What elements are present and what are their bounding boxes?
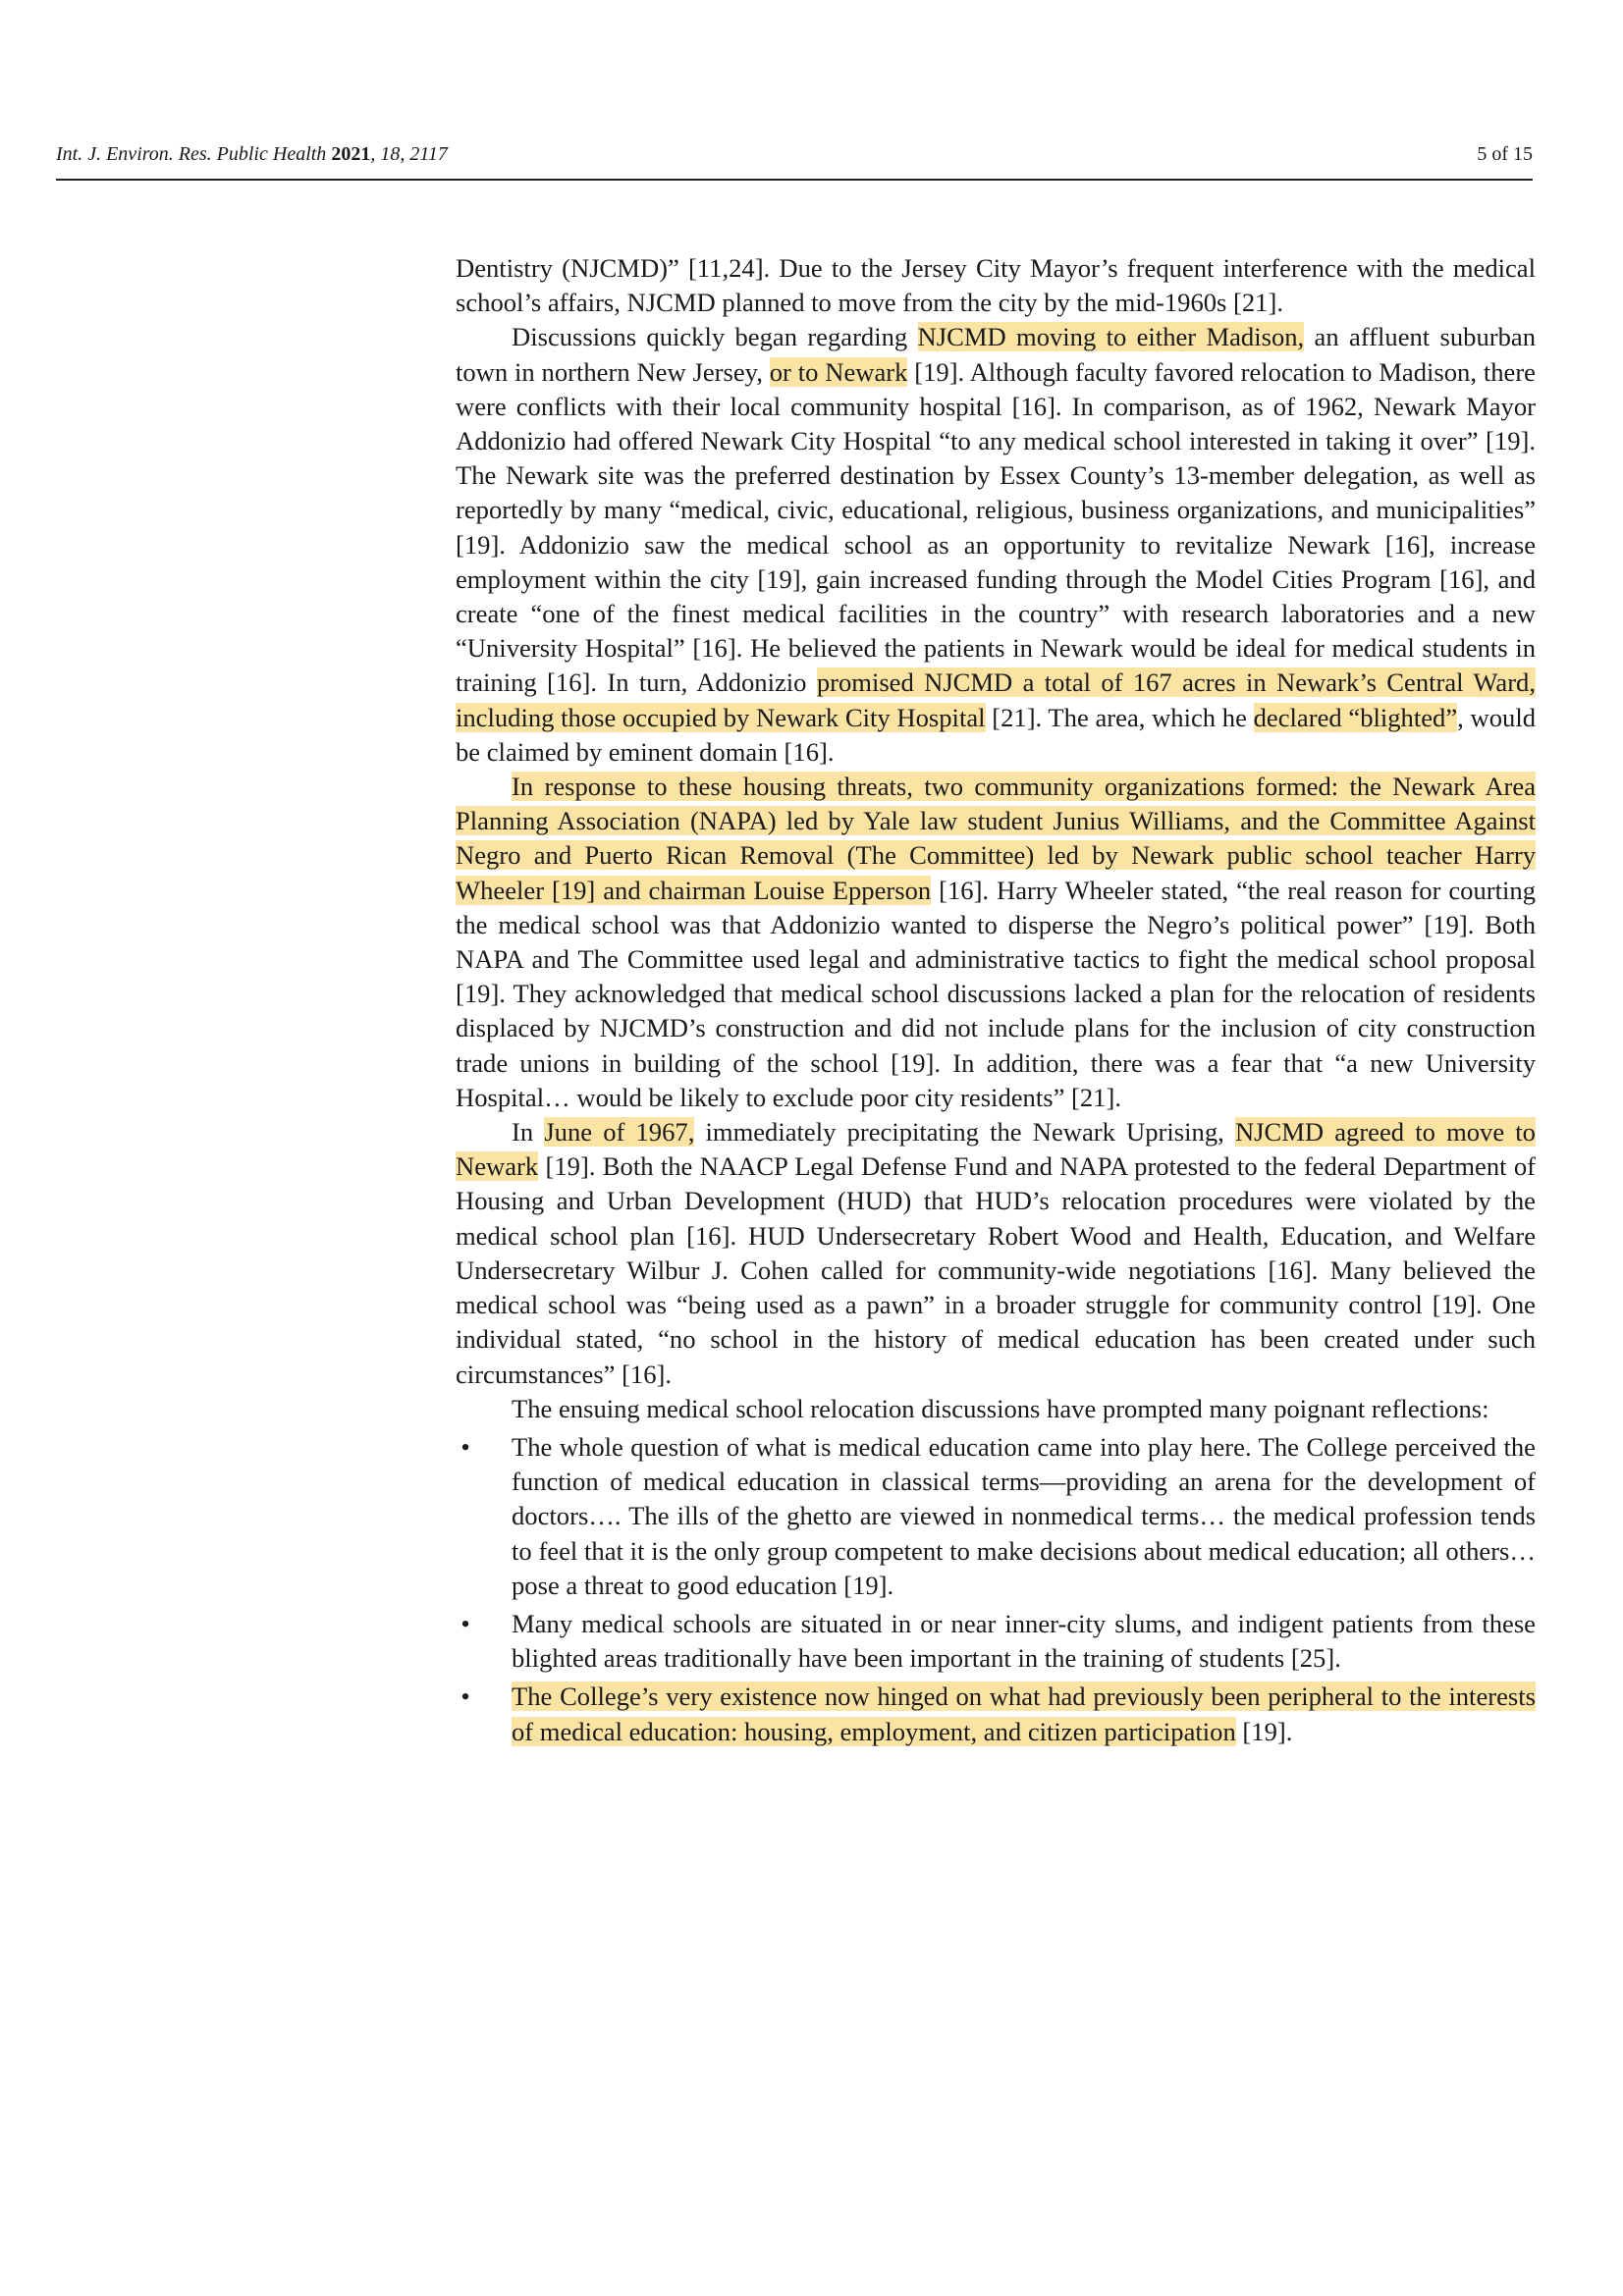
text-run: [16]. Harry Wheeler stated, “the real reason for courting the medical school was that Addonizio wanted to disperse the Negro’s political power” [19]. Both NAPA and The Committee used legal and administrative tactics to fight the medical school proposal [19]. They acknowledged that medical school discussions lacked a plan for the relocation of residents displaced by NJCMD’s construction and did not include plans for the inclusion of city construction trade unions in building of the school [19]. In addition, there was a fear that “a new University Hospital… would be likely to exclude poor city residents” [21]. [456, 875, 1536, 1112]
text-run: [19]. Although faculty favored relocation to Madison, there were conflicts with their local community hospital [16]. In comparison, as of 1962, Newark Mayor Addonizio had offered Newark City Hospital “to any medical school interested in taking it over” [19]. The Newark site was the preferred destination by Essex County’s 13-member delegation, as well as reportedly by many “medical, civic, educational, religious, business organizations, and municipalities” [19]. Addonizio saw the medical school as an opportunity to revitalize Newark [16], increase employment within the city [19], gain increased funding through the Model Cities Program [16], and create “one of the finest medical facilities in the country” with research laboratories and a new “University Hospital” [16]. He believed the patients in Newark would be ideal for medical students in training [16]. In turn, Addonizio [456, 356, 1536, 698]
article-body [456, 251, 1536, 1749]
journal-name: Int. J. Environ. Res. Public Health [56, 143, 327, 165]
highlighted-text: NJCMD agreed to move to Newark [456, 1117, 1536, 1182]
journal-article-number: 2117 [409, 143, 448, 165]
text-run: In [512, 1117, 545, 1148]
highlighted-text: In response to these housing threats, two community organizations formed: the Newark Area Planning Association (NAPA) led by Yale law student Junius Williams, and the Committee Against Negro and Puerto Rican Removal (The Committee) led by Newark public school teacher Harry Wheeler [19] and chairman Louise Epperson [456, 772, 1536, 905]
list-item [456, 1607, 1536, 1676]
list-item [456, 1430, 1536, 1603]
list-item-text: The whole question of what is medical education came into play here. The College perceived the function of medical education in classical terms—providing an arena for the development of doctors…. The ills of the ghetto are viewed in nonmedical terms… the medical profession tends to feel that it is the only group competent to make decisions about medical education; all others… pose a threat to good education [19]. [512, 1431, 1536, 1600]
bullet-marker: • [460, 1608, 470, 1638]
highlighted-text: declared “blighted” [1253, 702, 1458, 732]
highlighted-text: promised NJCMD a total of 167 acres in Newark’s Central Ward, including those occupied by Newark City Hospital [456, 667, 1537, 732]
text-run: [19]. Both the NAACP Legal Defense Fund and NAPA protested to the federal Department of Housing and Urban Development (HUD) that HUD’s relocation procedures were violated by the medical school plan [16]. HUD Undersecretary Robert Wood and Health, Education, and Welfare Undersecretary Wilbur J. Cohen called for community-wide negotiations [16]. Many believed the medical school was “being used as a pawn” in a broader struggle for community control [19]. One individual stated, “no school in the history of medical education has been created under such circumstances” [16]. [456, 1151, 1536, 1389]
text-run: an affluent suburban town in northern New Jersey, [456, 322, 1536, 387]
list-item-text: [19]. [1235, 1716, 1293, 1746]
list-item-text: Many medical schools are situated in or near inner-city slums, and indigent patients from these blighted areas traditionally have been important in the training of students [25]. [512, 1608, 1536, 1674]
text-run: Discussions quickly began regarding [512, 322, 918, 352]
paragraph-relocation-discussions [456, 320, 1536, 770]
text-run: [21]. The area, which he [985, 702, 1254, 732]
text-run: Dentistry (NJCMD)” [11,24]. Due to the Jersey City Mayor’s frequent interference with the medical school’s affairs, NJCMD planned to move from the city by the mid-1960s [21]. [456, 253, 1536, 318]
paragraph-continued [456, 251, 1536, 320]
paragraph-reflections-intro [456, 1392, 1536, 1426]
paragraph-community-organizations [456, 770, 1536, 1115]
journal-citation: Int. J. Environ. Res. Public Health 2021, 18, 2117 [56, 143, 448, 165]
highlighted-text: NJCMD moving to either Madison, [917, 322, 1305, 352]
journal-year: 2021 [331, 143, 371, 165]
highlighted-text: June of 1967, [544, 1117, 695, 1148]
highlighted-text: or to Newark [769, 356, 908, 387]
highlighted-text: The College’s very existence now hinged on what had previously been peripheral to the interests of medical education: housing, employment, and citizen participation [512, 1682, 1536, 1746]
bullet-marker: • [460, 1431, 470, 1462]
text-run: immediately precipitating the Newark Uprising, [694, 1117, 1235, 1148]
running-header [56, 135, 1533, 181]
page-indicator: 5 of 15 [1477, 143, 1533, 165]
bullet-marker: • [460, 1682, 470, 1712]
text-run: The ensuing medical school relocation discussions have prompted many poignant reflections: [512, 1393, 1489, 1423]
list-item [456, 1680, 1536, 1748]
reflections-list [456, 1430, 1536, 1749]
paragraph-june-1967 [456, 1115, 1536, 1392]
journal-volume: 18 [380, 143, 401, 165]
text-run: , would be claimed by eminent domain [16]. [456, 702, 1536, 767]
